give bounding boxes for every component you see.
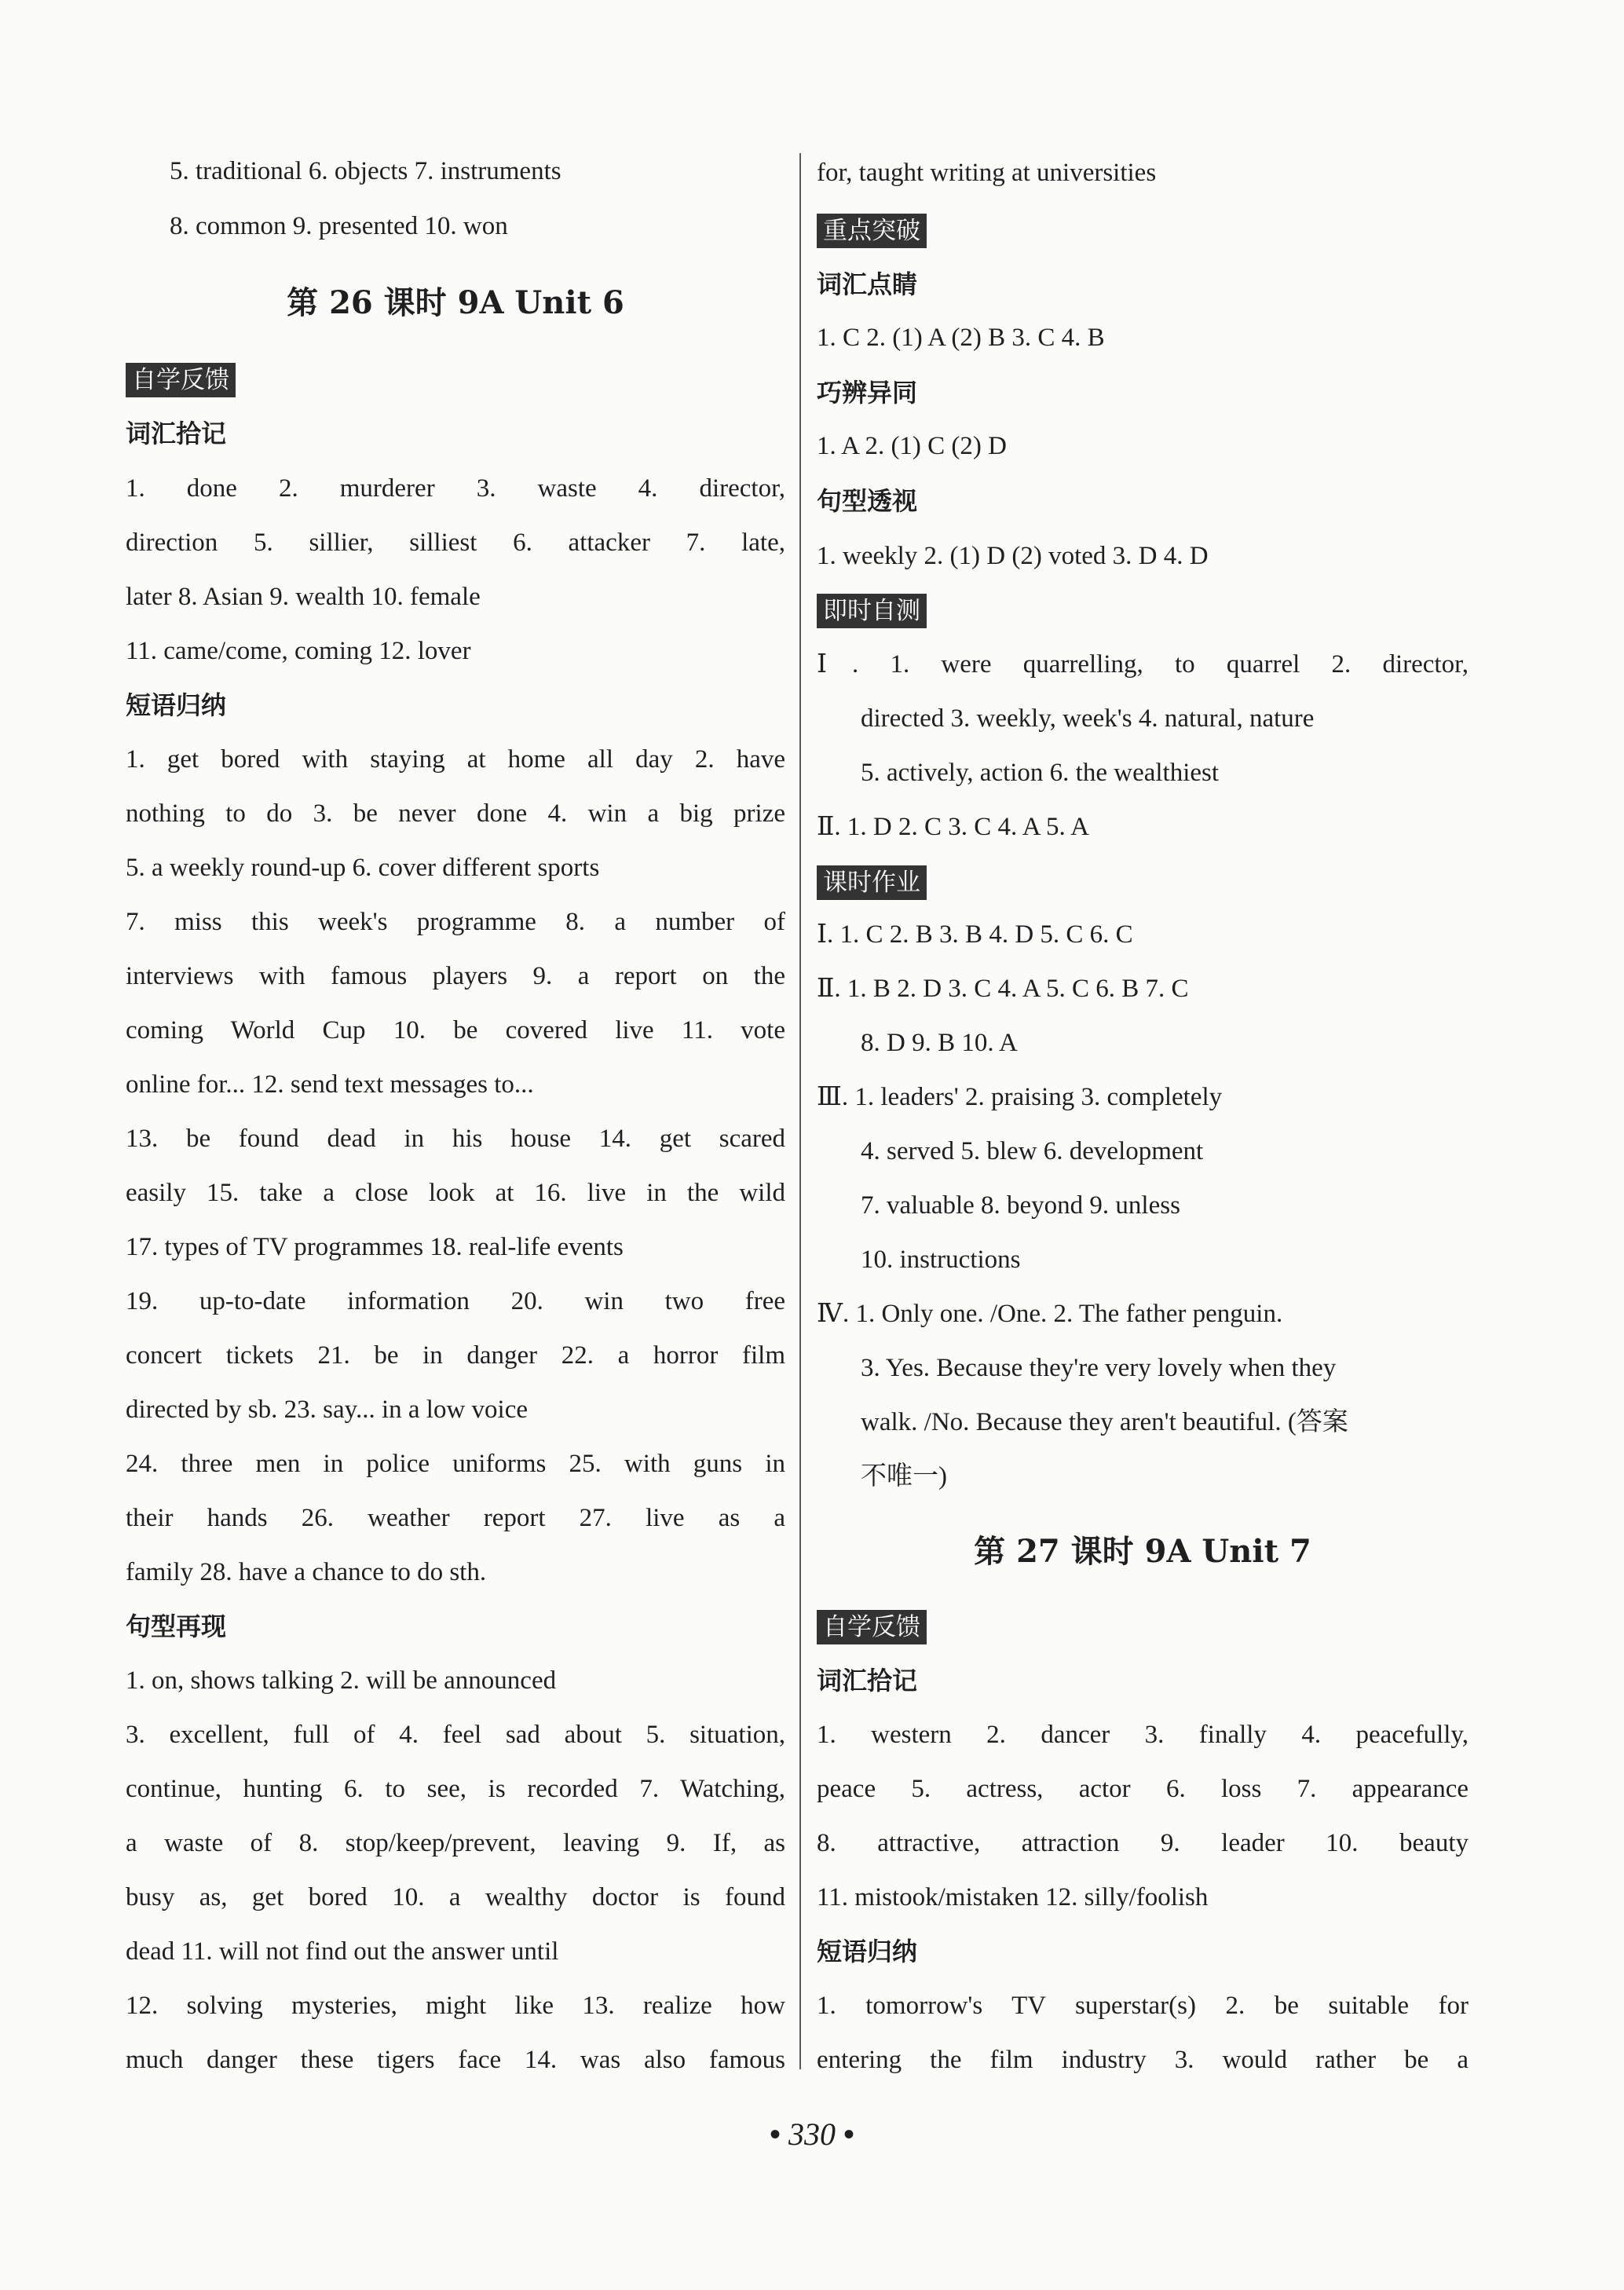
section-title-vocab: 词汇拾记 [817, 1666, 918, 1696]
page-number: • 330 • [769, 2116, 855, 2152]
badge-homework: 课时作业 [817, 865, 927, 900]
answer-line: concert tickets 21. be in danger 22. a horror film [126, 1341, 785, 1370]
answer-line: 8. common 9. presented 10. won [170, 212, 508, 240]
section-title-vocab-focus: 词汇点睛 [817, 269, 918, 299]
answer-line: peace 5. actress, actor 6. loss 7. appearance [817, 1775, 1469, 1803]
answer-line: 13. be found dead in his house 14. get scared [126, 1125, 785, 1153]
answer-line: 17. types of TV programmes 18. real-life events [126, 1233, 624, 1261]
lesson-27-heading: 第 27 课时 9A Unit 7 [974, 1533, 1311, 1570]
lesson-26-heading: 第 26 课时 9A Unit 6 [287, 284, 624, 321]
answer-line: 11. mistook/mistaken 12. silly/foolish [817, 1883, 1209, 1911]
answer-line: Ⅱ. 1. B 2. D 3. C 4. A 5. C 6. B 7. C [817, 975, 1189, 1003]
section-title-vocab: 词汇拾记 [126, 419, 227, 448]
answer-line: 1. A 2. (1) C (2) D [817, 432, 1007, 460]
section-title-sentences: 句型再现 [126, 1611, 227, 1641]
column-divider [799, 153, 801, 2069]
answer-line: 1. tomorrow's TV superstar(s) 2. be suitable for [817, 1992, 1469, 2020]
answer-line: 3. Yes. Because they're very lovely when they [861, 1354, 1337, 1382]
badge-self-study: 自学反馈 [126, 363, 236, 397]
section-title-compare: 巧辨异同 [817, 378, 918, 408]
answer-line: 3. excellent, full of 4. feel sad about 5. situation, [126, 1721, 785, 1749]
answer-line: busy as, get bored 10. a wealthy doctor is found [126, 1883, 785, 1911]
answer-line: 24. three men in police uniforms 25. with guns in [126, 1450, 785, 1478]
answer-line: 不唯一) [861, 1462, 947, 1491]
answer-line: 7. valuable 8. beyond 9. unless [861, 1191, 1180, 1220]
answer-line: 7. miss this week's programme 8. a number of [126, 908, 785, 936]
answer-line: Ⅰ. 1. were quarrelling, to quarrel 2. director, [817, 650, 1469, 679]
answer-line: 5. a weekly round-up 6. cover different sports [126, 854, 600, 882]
answer-line: nothing to do 3. be never done 4. win a big prize [126, 799, 785, 828]
answer-line: 1. weekly 2. (1) D (2) voted 3. D 4. D [817, 542, 1209, 570]
answer-line: 1. C 2. (1) A (2) B 3. C 4. B [817, 324, 1105, 352]
answer-line: much danger these tigers face 14. was also famous [126, 2046, 785, 2074]
answer-line: 1. on, shows talking 2. will be announced [126, 1666, 557, 1695]
answer-line: 10. instructions [861, 1246, 1021, 1274]
answer-line: a waste of 8. stop/keep/prevent, leaving 9. If, as [126, 1829, 785, 1857]
answer-line: 5. actively, action 6. the wealthiest [861, 759, 1220, 787]
answer-line: interviews with famous players 9. a report on the [126, 962, 785, 990]
answer-line: continue, hunting 6. to see, is recorded 7. Watching, [126, 1775, 785, 1803]
answer-line: Ⅱ. 1. D 2. C 3. C 4. A 5. A [817, 813, 1089, 841]
answer-line: 8. D 9. B 10. A [861, 1029, 1018, 1057]
answer-line: family 28. have a chance to do sth. [126, 1558, 487, 1586]
badge-self-study: 自学反馈 [817, 1610, 927, 1644]
answer-line: 4. served 5. blew 6. development [861, 1137, 1204, 1165]
answer-line: online for... 12. send text messages to... [126, 1070, 534, 1099]
answer-line: walk. /No. Because they aren't beautiful. (答案 [861, 1408, 1348, 1436]
answer-line: easily 15. take a close look at 16. live in the wild [126, 1179, 785, 1207]
section-title-phrases: 短语归纳 [126, 690, 227, 720]
answer-line: directed by sb. 23. say... in a low voice [126, 1396, 528, 1424]
answer-line: 12. solving mysteries, might like 13. realize how [126, 1992, 785, 2020]
answer-line: their hands 26. weather report 27. live as a [126, 1504, 785, 1532]
answer-line: 1. get bored with staying at home all day 2. have [126, 745, 785, 774]
answer-line: 19. up-to-date information 20. win two free [126, 1287, 785, 1315]
answer-line: entering the film industry 3. would rather be a [817, 2046, 1469, 2074]
answer-line: 1. done 2. murderer 3. waste 4. director, [126, 474, 785, 503]
answer-line: 1. western 2. dancer 3. finally 4. peacefully, [817, 1721, 1469, 1749]
answer-line: direction 5. sillier, silliest 6. attacker 7. late, [126, 529, 785, 557]
answer-line: Ⅳ. 1. Only one. /One. 2. The father penguin. [817, 1300, 1283, 1328]
answer-line: directed 3. weekly, week's 4. natural, nature [861, 704, 1315, 733]
answer-line: dead 11. will not find out the answer until [126, 1937, 559, 1966]
answer-line: for, taught writing at universities [817, 159, 1157, 187]
answer-line: coming World Cup 10. be covered live 11. vote [126, 1016, 785, 1044]
badge-key-points: 重点突破 [817, 214, 927, 248]
answer-line: later 8. Asian 9. wealth 10. female [126, 583, 481, 611]
answer-line: 8. attractive, attraction 9. leader 10. beauty [817, 1829, 1469, 1857]
answer-line: 11. came/come, coming 12. lover [126, 637, 471, 665]
answer-line: Ⅲ. 1. leaders' 2. praising 3. completely [817, 1083, 1223, 1111]
badge-instant-test: 即时自测 [817, 594, 927, 628]
section-title-patterns: 句型透视 [817, 486, 918, 516]
section-title-phrases: 短语归纳 [817, 1937, 918, 1966]
page-number-value: 330 [788, 2116, 836, 2152]
answer-line: Ⅰ. 1. C 2. B 3. B 4. D 5. C 6. C [817, 920, 1133, 949]
answer-line: 5. traditional 6. objects 7. instruments [170, 157, 561, 185]
